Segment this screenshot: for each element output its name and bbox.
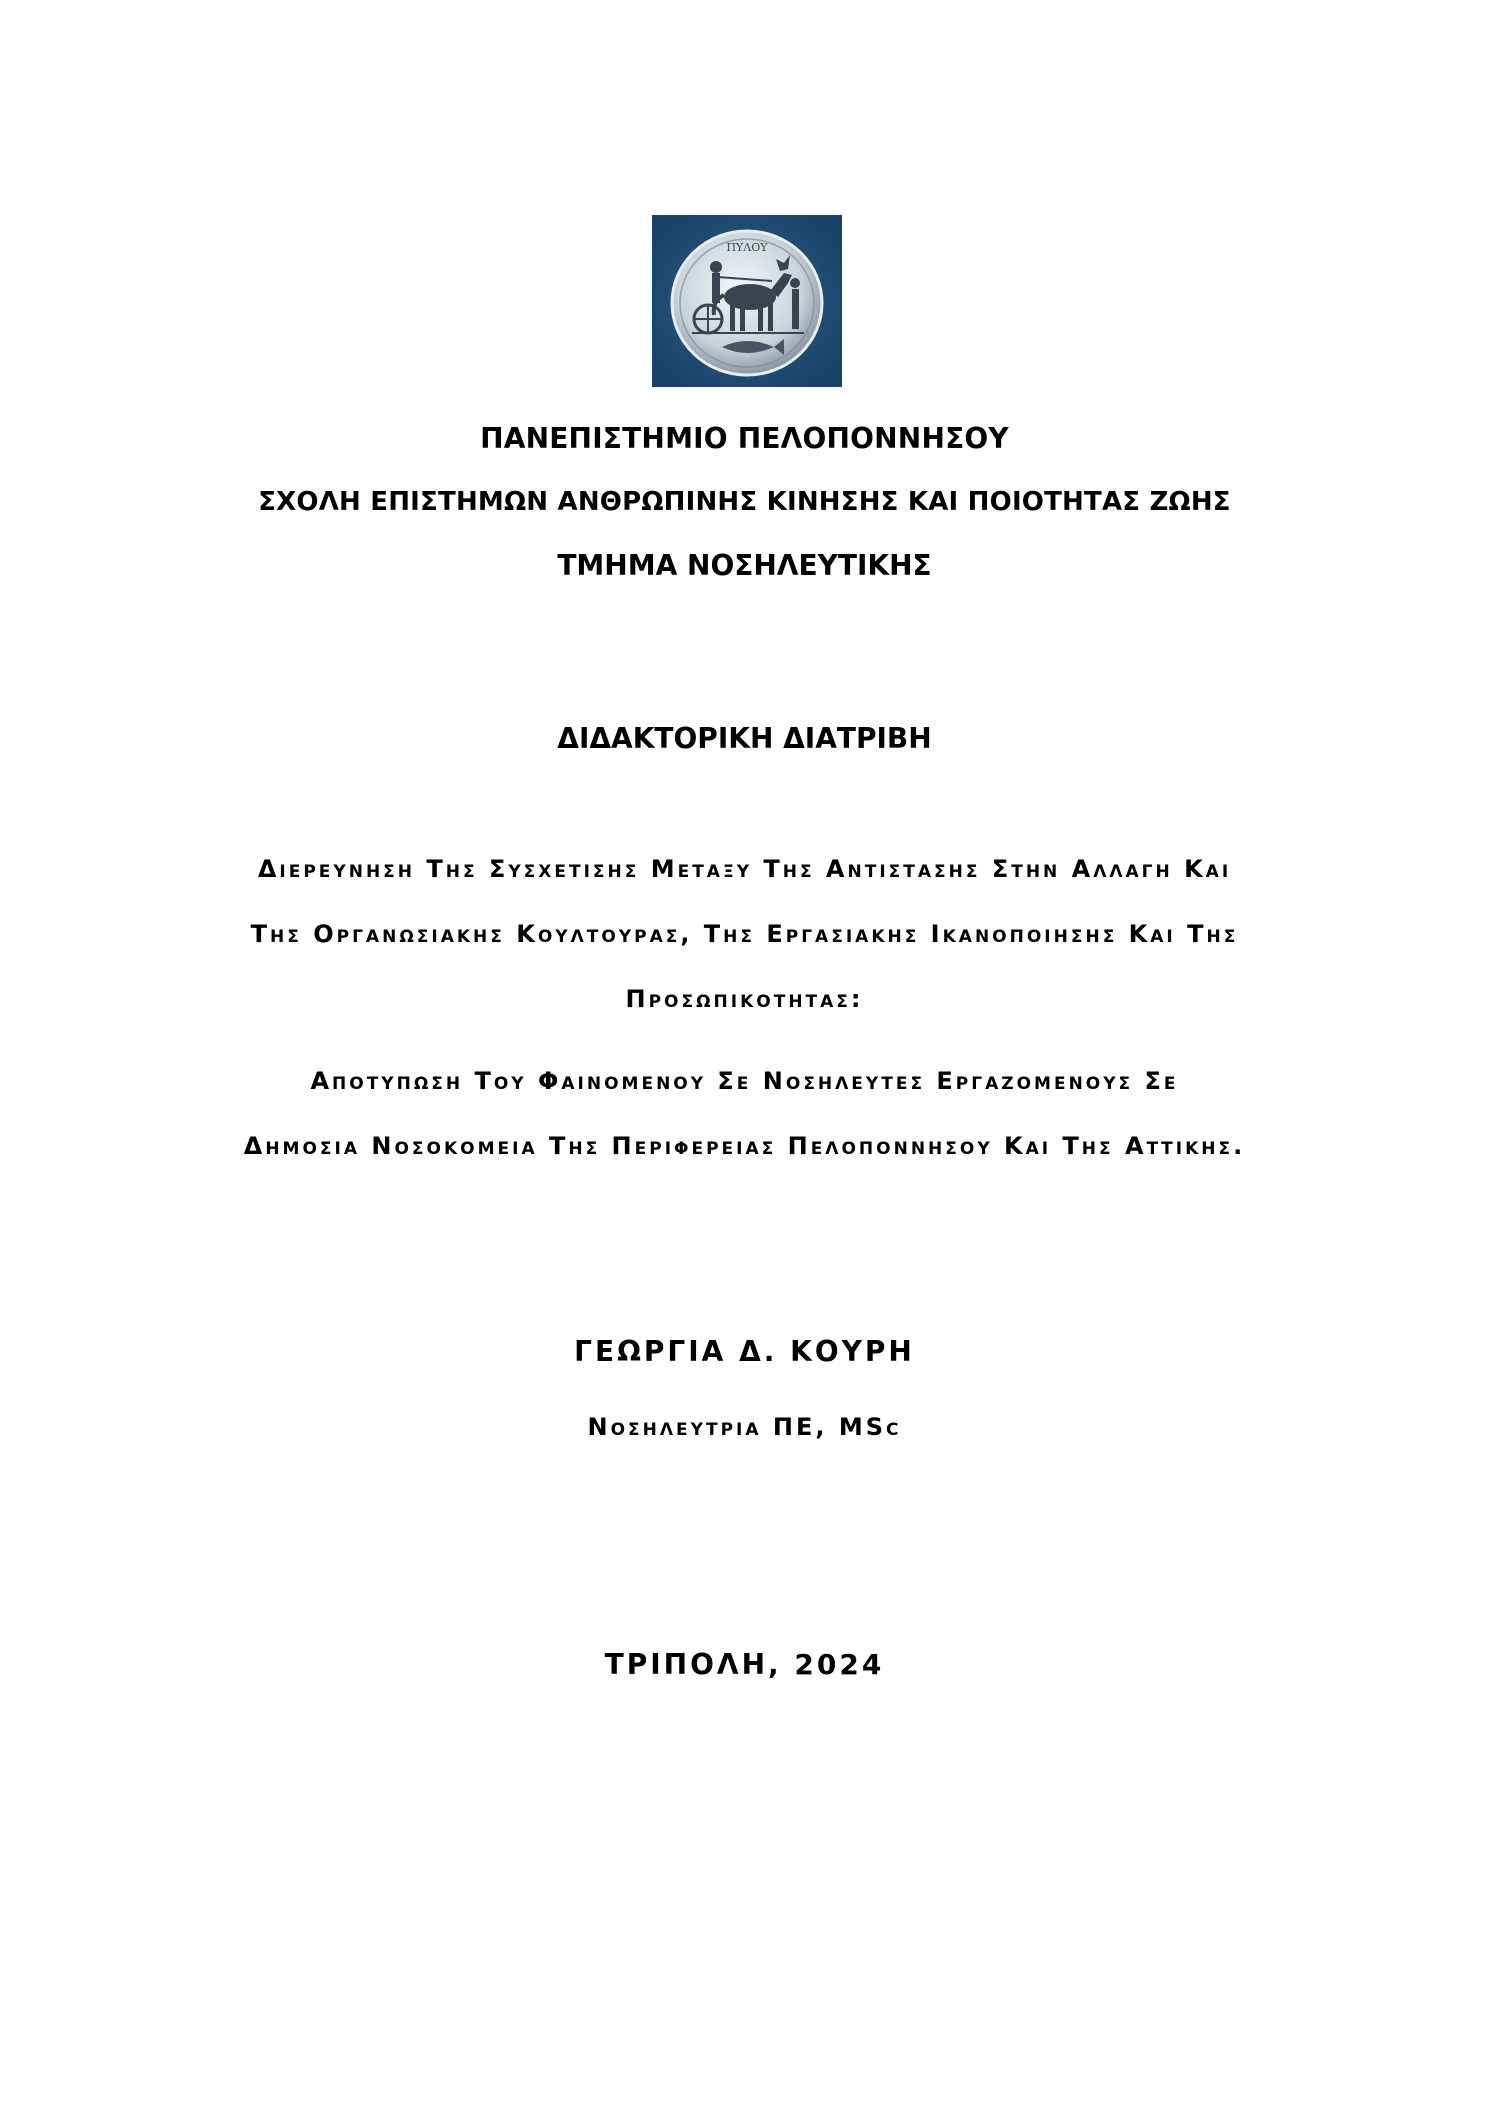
author-credentials: Νοσηλευτρια ΠΕ, MSc [587,1413,902,1441]
thesis-title-line: Της Οργανωσιακης Κουλτουρας, Της Εργασιακης Ικανοποιησης Και Της [250,920,1239,948]
place-and-year: ΤΡΙΠΟΛΗ, 2024 [604,1648,885,1681]
thesis-title-line: Διερευνηση Της Συσχετισης Μεταξυ Της Αντιστασης Στην Αλλαγη Και [257,855,1232,883]
thesis-title-line: Προσωπικοτητας: [625,985,864,1013]
thesis-subtitle-line: Δημοσια Νοσοκομεια Της Περιφερειας Πελοποννησου Και Της Αττικης. [243,1132,1246,1160]
school-name: ΣΧΟΛΗ ΕΠΙΣΤΗΜΩΝ ΑΝΘΡΩΠΙΝΗΣ ΚΙΝΗΣΗΣ ΚΑΙ ΠΟΙΟΤΗΤΑΣ ΖΩΗΣ [258,487,1231,517]
thesis-subtitle-line: Αποτυπωση Του Φαινομενου Σε Νοσηλευτες Εργαζομενους Σε [310,1067,1179,1095]
university-name: ΠΑΝΕΠΙΣΤΗΜΙΟ ΠΕΛΟΠΟΝΝΗΣΟΥ [480,422,1009,455]
university-seal-icon [652,215,842,387]
document-type: ΔΙΔΑΚΤΟΡΙΚΗ ΔΙΑΤΡΙΒΗ [557,722,932,755]
department-name: ΤΜΗΜΑ ΝΟΣΗΛΕΥΤΙΚΗΣ [557,549,932,582]
seal-inscription: ΠΥΛΟΥ [726,241,768,254]
author-name: ΓΕΩΡΓΙΑ Δ. ΚΟΥΡΗ [574,1335,915,1368]
